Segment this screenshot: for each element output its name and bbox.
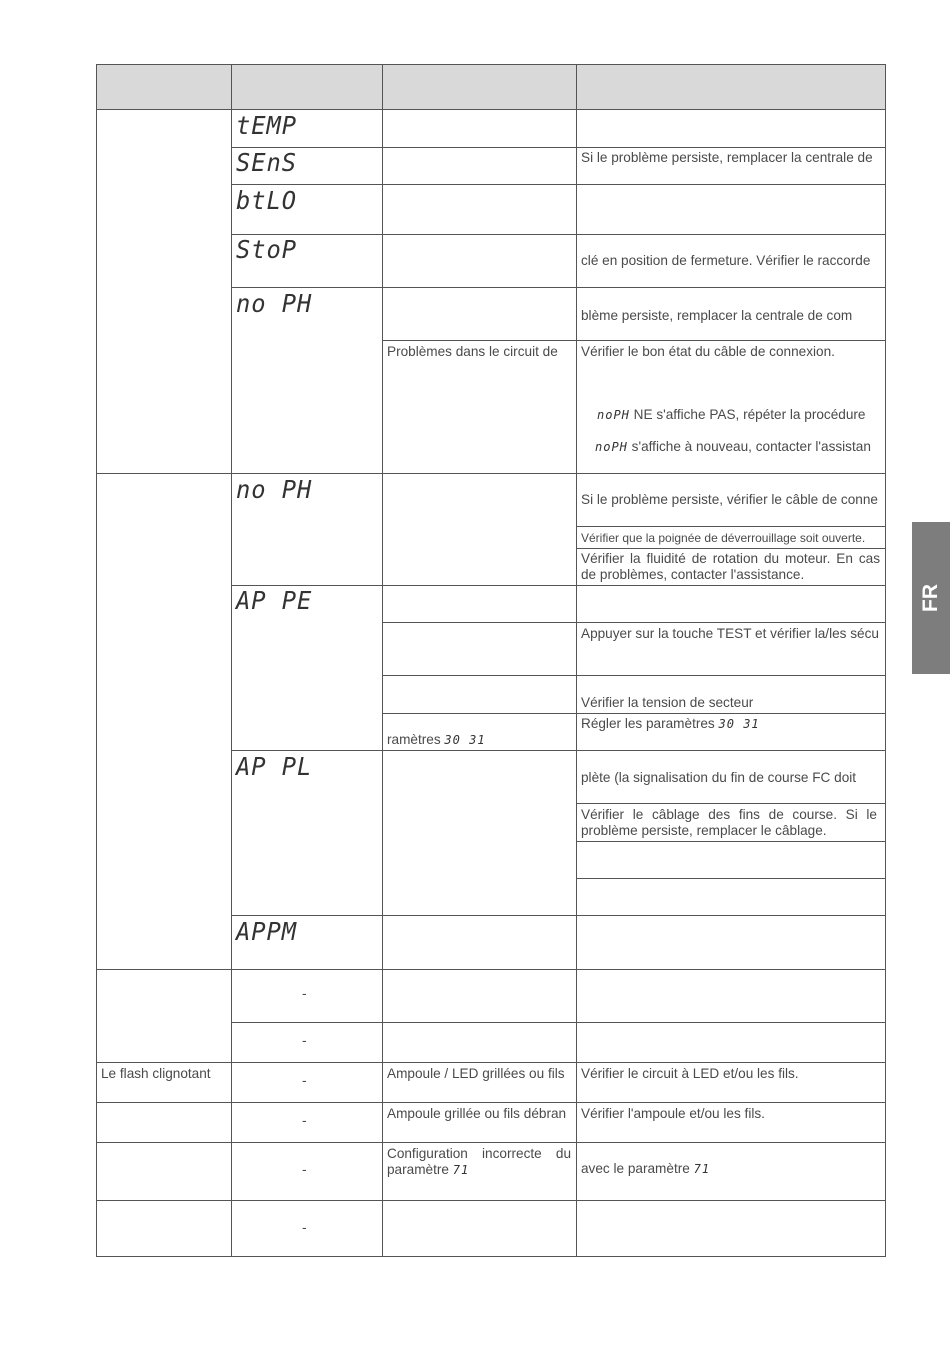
row-line <box>231 287 886 288</box>
remedy-text: plète (la signalisation du fin de course FC doit <box>581 770 857 785</box>
display-code-inline: noPH <box>597 408 630 422</box>
table-header <box>96 64 885 109</box>
remedy-text: s'affiche à nouveau, contacter l'assistan <box>627 439 871 454</box>
display-code-appl: AP PL <box>236 752 313 781</box>
remedy-text: Vérifier la fluidité de rotation du moteur. En cas de problèmes, contacter l'assistance. <box>581 551 880 582</box>
row-line <box>96 1062 886 1063</box>
remedy-text: Vérifier la tension de secteur <box>581 695 754 710</box>
column-line <box>382 64 383 1257</box>
remedy-text <box>581 716 881 732</box>
column-line <box>96 64 97 1257</box>
remedy-text: Vérifier l'ampoule et/ou les fils. <box>581 1106 765 1121</box>
row-line <box>96 1142 886 1143</box>
remedy-text: Vérifier que la poignée de déverrouillage soit ouverte. <box>581 531 866 545</box>
remedy-text: Vérifier le câblage des fins de course. Si le problème persiste, remplacer le câblage. <box>581 807 877 838</box>
cause-text: Configuration incorrecte du paramètre <box>387 1146 571 1177</box>
display-code-inline: noPH <box>595 440 628 454</box>
row-line <box>382 713 886 714</box>
cause-text: ramètres <box>387 732 445 747</box>
row-line <box>231 915 886 916</box>
display-code-temp: tEMP <box>236 111 298 140</box>
row-line <box>382 340 886 341</box>
row-line <box>231 147 886 148</box>
empty-display-dash: - <box>302 1161 307 1177</box>
remedy-text: Régler les paramètres <box>581 716 719 731</box>
display-code-sens: SEnS <box>236 148 298 177</box>
row-line <box>576 841 886 842</box>
problem-text: Le flash clignotant <box>101 1066 211 1081</box>
display-code-stop: StoP <box>236 235 298 264</box>
row-line <box>576 803 886 804</box>
cause-text: Ampoule / LED grillées ou fils <box>387 1066 565 1081</box>
cause-text: Problèmes dans le circuit de <box>387 344 558 359</box>
row-line <box>576 526 886 527</box>
remedy-text <box>597 407 881 423</box>
remedy-text: Vérifier le bon état du câble de connexion. <box>581 344 835 359</box>
row-line <box>576 548 886 549</box>
parameter-code: 71 <box>452 1163 470 1177</box>
display-code-noph: no PH <box>236 475 313 504</box>
cause-text <box>387 1146 571 1178</box>
row-line <box>96 1256 886 1257</box>
cause-text <box>387 732 573 748</box>
remedy-text <box>581 1161 881 1177</box>
row-line <box>382 622 886 623</box>
empty-display-dash: - <box>302 1072 307 1088</box>
parameter-code: 30 31 <box>444 733 486 747</box>
parameter-code: 71 <box>693 1162 711 1176</box>
row-line <box>96 109 886 110</box>
column-line <box>576 64 577 1257</box>
remedy-text: NE s'affiche PAS, répéter la procédure <box>629 407 866 422</box>
row-line <box>96 1200 886 1201</box>
parameter-code: 30 31 <box>718 717 760 731</box>
empty-display-dash: - <box>302 1112 307 1128</box>
row-line <box>96 473 886 474</box>
language-tab-label <box>912 522 950 674</box>
remedy-text: Si le problème persiste, vérifier le câble de conne <box>581 492 878 507</box>
row-line <box>231 585 886 586</box>
row-line <box>231 750 886 751</box>
row-line <box>96 969 886 970</box>
display-code-appe: AP PE <box>236 586 313 615</box>
remedy-text: Appuyer sur la touche TEST et vérifier la/les sécu <box>581 626 879 641</box>
display-code-btlo: btLO <box>236 186 298 215</box>
row-line <box>576 878 886 879</box>
row-line <box>382 675 886 676</box>
display-code-noph: no PH <box>236 289 313 318</box>
language-code: FR <box>919 584 942 612</box>
remedy-text: clé en position de fermeture. Vérifier le raccorde <box>581 253 871 268</box>
remedy-text: Vérifier le circuit à LED et/ou les fils. <box>581 1066 799 1081</box>
remedy-text: Si le problème persiste, remplacer la centrale de <box>581 150 873 165</box>
column-line <box>885 64 886 1257</box>
empty-display-dash: - <box>302 1032 307 1048</box>
empty-display-dash: - <box>302 985 307 1001</box>
column-line <box>231 64 232 1257</box>
cause-text: Ampoule grillée ou fils débran <box>387 1106 567 1121</box>
row-line <box>96 64 886 65</box>
display-code-appm: APPM <box>236 917 298 946</box>
remedy-text: blème persiste, remplacer la centrale de com <box>581 308 853 323</box>
row-line <box>96 1102 886 1103</box>
row-line <box>231 234 886 235</box>
empty-display-dash: - <box>302 1219 307 1235</box>
row-line <box>231 1022 886 1023</box>
row-line <box>231 184 886 185</box>
remedy-text: avec le paramètre <box>581 1161 694 1176</box>
remedy-text <box>595 439 881 455</box>
